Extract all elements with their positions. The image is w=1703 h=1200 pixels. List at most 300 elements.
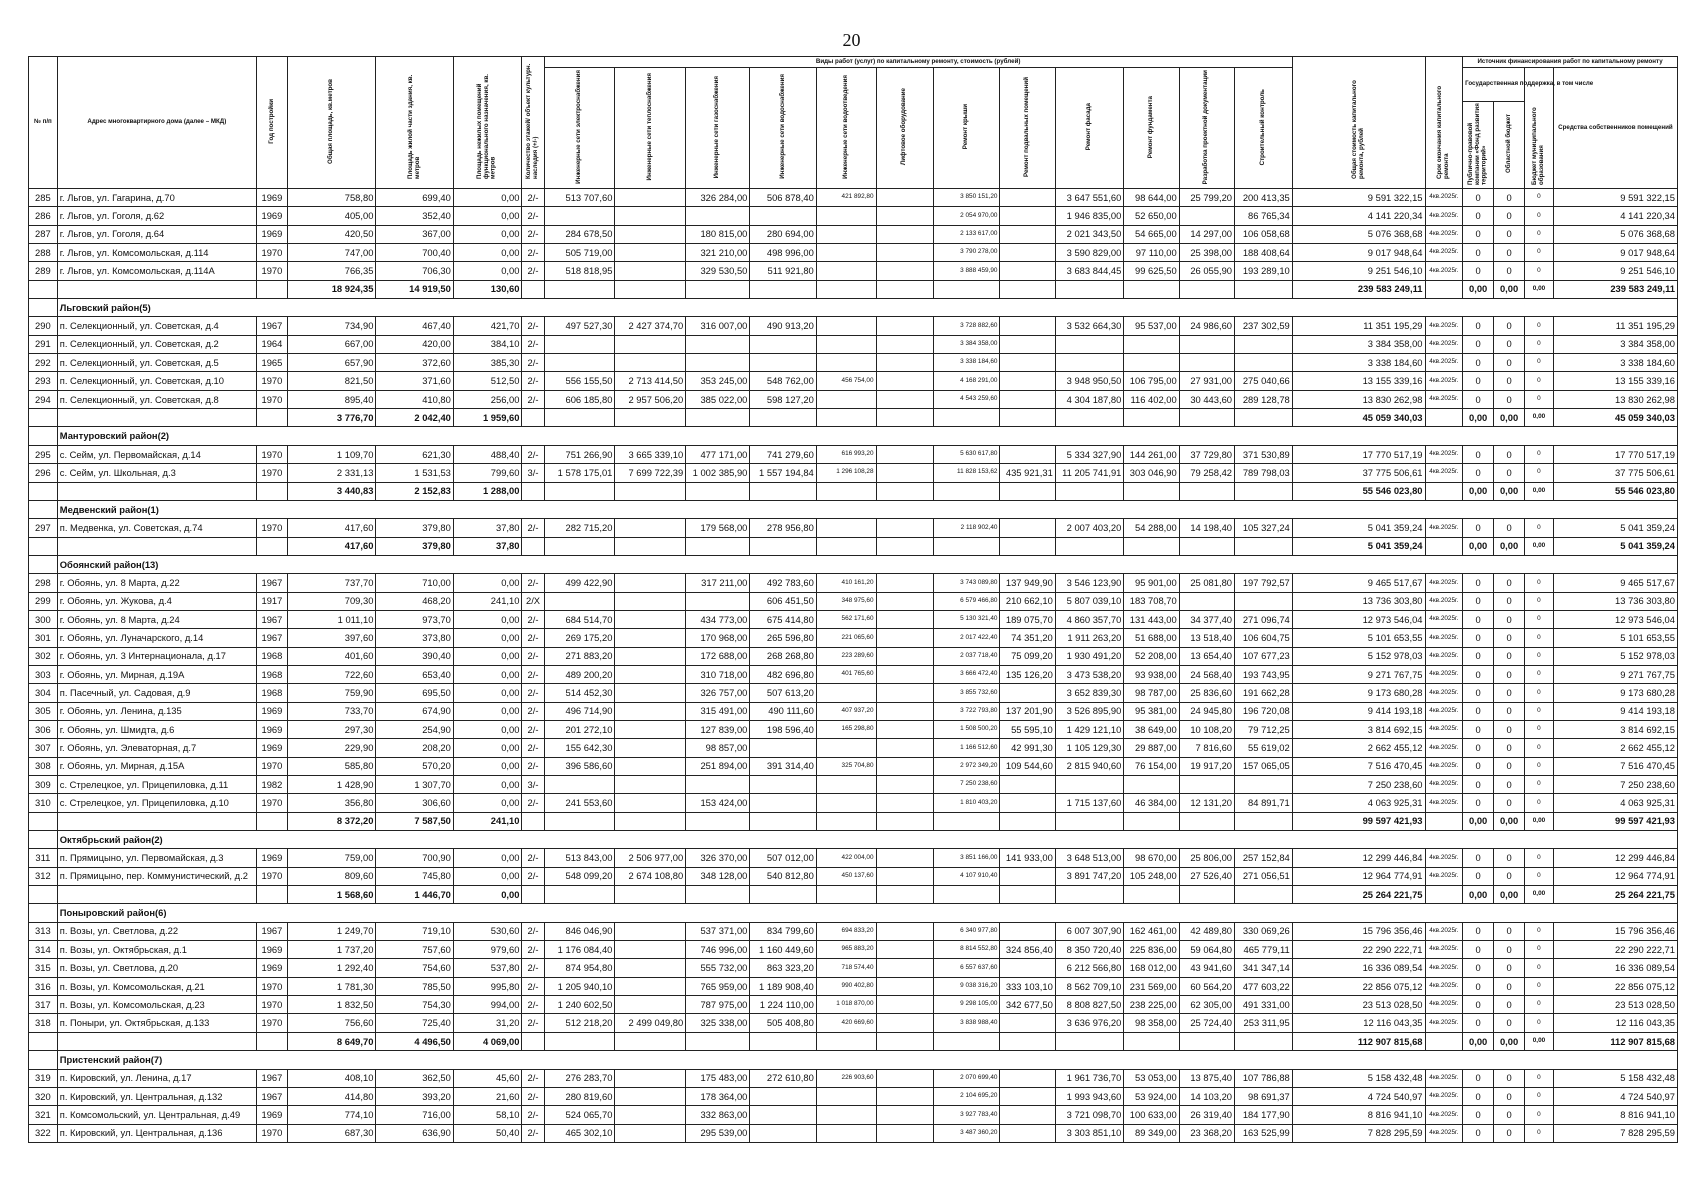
table-cell: 1969 — [256, 1106, 287, 1124]
table-cell: 2/- — [522, 244, 544, 262]
table-cell: 17 770 517,19 — [1553, 445, 1677, 463]
table-cell: 0 — [1494, 794, 1525, 812]
table-cell: 0,00 — [1494, 886, 1525, 904]
district-heading-row — [29, 500, 1678, 518]
table-cell — [1425, 537, 1463, 555]
table-cell: 86 765,34 — [1235, 207, 1293, 225]
table-cell: 2/- — [522, 1106, 544, 1124]
table-cell: 0,00 — [1494, 1032, 1525, 1050]
table-cell: 12 973 546,04 — [1292, 610, 1425, 628]
table-cell: 4кв.2025г. — [1425, 390, 1463, 408]
table-cell: 316 007,00 — [686, 317, 750, 335]
table-cell: 653,40 — [376, 665, 453, 683]
table-cell: 319 — [29, 1069, 58, 1087]
table-cell: 0 — [1525, 335, 1554, 353]
table-cell: 11 828 153,62 — [934, 464, 1000, 482]
table-cell: 280 819,60 — [544, 1087, 615, 1105]
table-cell — [1055, 280, 1124, 298]
table-cell: 1 993 943,60 — [1055, 1087, 1124, 1105]
table-cell: 24 568,40 — [1179, 665, 1234, 683]
table-cell: 116 402,00 — [1124, 390, 1179, 408]
table-cell: 3 888 459,90 — [934, 262, 1000, 280]
table-cell — [876, 372, 934, 390]
table-cell: 4кв.2025г. — [1425, 244, 1463, 262]
table-cell: 321 210,00 — [686, 244, 750, 262]
table-cell — [686, 812, 750, 830]
table-cell: 27 526,40 — [1179, 867, 1234, 885]
table-cell: 4кв.2025г. — [1425, 757, 1463, 775]
table-cell — [544, 776, 615, 794]
table-cell: 12 964 774,91 — [1553, 867, 1677, 885]
table-cell: 0,00 — [1463, 1032, 1494, 1050]
table-cell: 0 — [1525, 519, 1554, 537]
table-cell: 223 289,60 — [816, 647, 876, 665]
table-cell: 106 795,00 — [1124, 372, 1179, 390]
table-cell: 15 796 356,46 — [1553, 922, 1677, 940]
table-cell: 0 — [1525, 794, 1554, 812]
table-cell: 393,20 — [376, 1087, 453, 1105]
table-cell: 0 — [1525, 445, 1554, 463]
table-cell — [1000, 794, 1055, 812]
table-cell: 1 946 835,00 — [1055, 207, 1124, 225]
table-cell — [750, 1032, 816, 1050]
table-cell: 616 993,20 — [816, 445, 876, 463]
table-cell: 506 878,40 — [750, 189, 816, 207]
table-cell: 0 — [1525, 1014, 1554, 1032]
table-cell: 10 108,20 — [1179, 720, 1234, 738]
table-cell: 6 340 977,80 — [934, 922, 1000, 940]
table-cell: 745,80 — [376, 867, 453, 885]
table-cell: 135 126,20 — [1000, 665, 1055, 683]
table-cell: 0 — [1525, 739, 1554, 757]
table-cell: 0,00 — [1463, 537, 1494, 555]
district-heading-row — [29, 555, 1678, 573]
table-cell: 291 — [29, 335, 58, 353]
table-cell: 0 — [1463, 262, 1494, 280]
table-cell: 2 972 349,20 — [934, 757, 1000, 775]
table-cell: 4кв.2025г. — [1425, 207, 1463, 225]
table-cell: 0 — [1525, 317, 1554, 335]
table-cell: 6 007 307,90 — [1055, 922, 1124, 940]
table-cell: 1 911 263,20 — [1055, 629, 1124, 647]
table-cell: 241,10 — [453, 812, 522, 830]
table-cell — [876, 1106, 934, 1124]
table-cell: 2 506 977,00 — [615, 849, 686, 867]
table-cell: 0 — [1463, 757, 1494, 775]
table-cell: Октябрьский район(2) — [57, 831, 1677, 849]
table-cell — [57, 886, 256, 904]
table-cell — [876, 354, 934, 372]
table-cell — [1000, 1032, 1055, 1050]
table-cell: 162 461,00 — [1124, 922, 1179, 940]
table-cell: 34 377,40 — [1179, 610, 1234, 628]
table-cell: 5 041 359,24 — [1553, 537, 1677, 555]
table-cell — [544, 280, 615, 298]
header-total-cost: Общая стоимость капитального ремонта, рублей — [1292, 57, 1425, 189]
table-cell: 499 422,90 — [544, 574, 615, 592]
table-cell: 1970 — [256, 445, 287, 463]
table-cell — [1000, 225, 1055, 243]
table-cell — [615, 1106, 686, 1124]
table-cell: 2 957 506,20 — [615, 390, 686, 408]
table-cell: 787 975,00 — [686, 996, 750, 1014]
table-cell: 9 465 517,67 — [1553, 574, 1677, 592]
table-cell: 0 — [1463, 665, 1494, 683]
table-cell: 2 152,83 — [376, 482, 453, 500]
table-cell: 42 991,30 — [1000, 739, 1055, 757]
table-cell — [1000, 684, 1055, 702]
table-cell — [1000, 1014, 1055, 1032]
table-cell — [544, 207, 615, 225]
table-cell — [686, 776, 750, 794]
table-cell: 25 398,00 — [1179, 244, 1234, 262]
table-cell: с. Стрелецкое, ул. Прицепиловка, д.10 — [57, 794, 256, 812]
table-cell: 3 440,83 — [287, 482, 376, 500]
table-cell: г. Обоянь, ул. Шмидта, д.6 — [57, 720, 256, 738]
table-cell: 13 830 262,98 — [1553, 390, 1677, 408]
table-cell: 9 271 767,75 — [1292, 665, 1425, 683]
table-cell — [615, 665, 686, 683]
header-owners: Средства собственников помещений — [1553, 68, 1677, 189]
table-cell: 405,00 — [287, 207, 376, 225]
table-cell — [522, 812, 544, 830]
table-cell: 1 176 084,40 — [544, 941, 615, 959]
table-cell: 0 — [1463, 445, 1494, 463]
table-cell: 4кв.2025г. — [1425, 629, 1463, 647]
table-cell: 353 245,00 — [686, 372, 750, 390]
table-cell: 379,80 — [376, 537, 453, 555]
table-row — [29, 1069, 1678, 1087]
table-cell: 1969 — [256, 959, 287, 977]
table-cell: 0 — [1494, 354, 1525, 372]
table-cell: 293 — [29, 372, 58, 390]
table-cell: 289 — [29, 262, 58, 280]
table-cell — [750, 409, 816, 427]
district-total-row — [29, 537, 1678, 555]
table-cell — [934, 537, 1000, 555]
table-cell: 352,40 — [376, 207, 453, 225]
table-cell — [1235, 335, 1293, 353]
table-cell — [1179, 776, 1234, 794]
table-cell: 2/- — [522, 977, 544, 995]
table-cell: 183 708,70 — [1124, 592, 1179, 610]
table-cell: 0 — [1463, 335, 1494, 353]
table-cell — [816, 1032, 876, 1050]
table-cell: 112 907 815,68 — [1553, 1032, 1677, 1050]
table-row — [29, 922, 1678, 940]
table-cell: 2/- — [522, 372, 544, 390]
table-cell: 302 — [29, 647, 58, 665]
table-cell: 0 — [1463, 996, 1494, 1014]
table-cell: п. Медвенка, ул. Советская, д.74 — [57, 519, 256, 537]
table-cell: 30 443,60 — [1179, 390, 1234, 408]
table-cell: 316 — [29, 977, 58, 995]
table-cell: 1 160 449,60 — [750, 941, 816, 959]
table-cell: 157 065,05 — [1235, 757, 1293, 775]
table-cell: 299 — [29, 592, 58, 610]
table-cell: 2/- — [522, 720, 544, 738]
table-cell: 0,00 — [453, 794, 522, 812]
table-cell: 695,50 — [376, 684, 453, 702]
table-cell — [544, 409, 615, 427]
table-cell: 675 414,80 — [750, 610, 816, 628]
table-cell: 0 — [1525, 262, 1554, 280]
table-cell: 895,40 — [287, 390, 376, 408]
table-cell: 4кв.2025г. — [1425, 574, 1463, 592]
table-cell: 1970 — [256, 372, 287, 390]
table-cell: 3 303 851,10 — [1055, 1124, 1124, 1142]
table-cell: 314 — [29, 941, 58, 959]
table-cell: 325 704,80 — [816, 757, 876, 775]
table-cell — [876, 262, 934, 280]
table-cell — [876, 445, 934, 463]
table-cell: 410 161,20 — [816, 574, 876, 592]
table-cell: 131 443,00 — [1124, 610, 1179, 628]
table-cell: 751 266,90 — [544, 445, 615, 463]
table-cell: 741 279,60 — [750, 445, 816, 463]
table-cell: 0 — [1525, 1124, 1554, 1142]
table-cell: 193 289,10 — [1235, 262, 1293, 280]
table-cell — [1000, 1069, 1055, 1087]
table-row — [29, 977, 1678, 995]
table-cell: 12 116 043,35 — [1553, 1014, 1677, 1032]
table-cell: 13 736 303,80 — [1553, 592, 1677, 610]
table-cell: 9 173 680,28 — [1292, 684, 1425, 702]
table-cell: 98 358,00 — [1124, 1014, 1179, 1032]
table-cell — [816, 1106, 876, 1124]
table-cell: 9 251 546,10 — [1292, 262, 1425, 280]
table-cell: 0 — [1525, 647, 1554, 665]
table-cell: 1 292,40 — [287, 959, 376, 977]
table-cell: 5 152 978,03 — [1292, 647, 1425, 665]
table-cell: 799,60 — [453, 464, 522, 482]
table-row — [29, 207, 1678, 225]
table-cell: 76 154,00 — [1124, 757, 1179, 775]
table-cell: п. Кировский, ул. Центральная, д.132 — [57, 1087, 256, 1105]
table-row — [29, 739, 1678, 757]
table-cell: 3 338 184,60 — [934, 354, 1000, 372]
table-cell: 1982 — [256, 776, 287, 794]
table-cell: 297 — [29, 519, 58, 537]
table-cell: 188 408,64 — [1235, 244, 1293, 262]
table-cell: 16 336 089,54 — [1292, 959, 1425, 977]
table-cell: 3 665 339,10 — [615, 445, 686, 463]
table-cell: 1970 — [256, 996, 287, 1014]
table-cell: 289 128,78 — [1235, 390, 1293, 408]
table-cell: 0 — [1525, 225, 1554, 243]
table-cell: 0 — [1494, 244, 1525, 262]
table-cell: 257 152,84 — [1235, 849, 1293, 867]
table-cell: 0,00 — [453, 776, 522, 794]
table-cell: 4 141 220,34 — [1553, 207, 1677, 225]
table-cell — [1425, 886, 1463, 904]
table-cell: 385 022,00 — [686, 390, 750, 408]
table-cell: Льговский район(5) — [57, 299, 1677, 317]
table-cell: 1970 — [256, 262, 287, 280]
table-cell: 0 — [1463, 354, 1494, 372]
table-cell: 7 587,50 — [376, 812, 453, 830]
table-cell — [876, 482, 934, 500]
table-cell: 9 591 322,15 — [1292, 189, 1425, 207]
table-cell — [816, 317, 876, 335]
table-cell: 2 674 108,80 — [615, 867, 686, 885]
table-cell: 179 568,00 — [686, 519, 750, 537]
table-cell: 0 — [1463, 610, 1494, 628]
table-cell — [522, 280, 544, 298]
table-cell: 555 732,00 — [686, 959, 750, 977]
table-cell — [522, 482, 544, 500]
table-cell: 0,00 — [453, 684, 522, 702]
table-cell: 0,00 — [453, 702, 522, 720]
table-cell: 2/- — [522, 445, 544, 463]
table-cell: 14 198,40 — [1179, 519, 1234, 537]
table-cell — [256, 1032, 287, 1050]
table-cell: 8 814 552,80 — [934, 941, 1000, 959]
table-cell — [615, 941, 686, 959]
table-cell — [1179, 280, 1234, 298]
table-cell: 0 — [1525, 1106, 1554, 1124]
table-cell: 990 402,80 — [816, 977, 876, 995]
table-cell: 467,40 — [376, 317, 453, 335]
table-cell: 3 683 844,45 — [1055, 262, 1124, 280]
table-cell: г. Обоянь, ул. 3 Интернационала, д.17 — [57, 647, 256, 665]
table-cell: 0 — [1494, 702, 1525, 720]
table-cell: 25 806,00 — [1179, 849, 1234, 867]
table-cell — [1235, 776, 1293, 794]
table-cell — [876, 629, 934, 647]
table-cell: 420,50 — [287, 225, 376, 243]
table-cell: 98 691,37 — [1235, 1087, 1293, 1105]
table-cell: 23 513 028,50 — [1292, 996, 1425, 1014]
table-cell: 1970 — [256, 519, 287, 537]
table-cell: 3 790 278,00 — [934, 244, 1000, 262]
table-cell — [1235, 280, 1293, 298]
table-cell: 313 — [29, 922, 58, 940]
table-cell: 79 258,42 — [1179, 464, 1234, 482]
table-cell: 271 056,51 — [1235, 867, 1293, 885]
table-cell: 356,80 — [287, 794, 376, 812]
table-cell: 53 924,00 — [1124, 1087, 1179, 1105]
table-cell: 3 648 513,00 — [1055, 849, 1124, 867]
table-cell: 0,00 — [1525, 482, 1554, 500]
table-cell: 4кв.2025г. — [1425, 189, 1463, 207]
table-cell: 284 678,50 — [544, 225, 615, 243]
table-cell: 2/- — [522, 335, 544, 353]
table-cell — [816, 280, 876, 298]
table-cell: 2 499 049,80 — [615, 1014, 686, 1032]
district-total-row — [29, 280, 1678, 298]
table-cell: 294 — [29, 390, 58, 408]
table-cell: 0 — [1463, 702, 1494, 720]
table-cell: 0,00 — [1494, 280, 1525, 298]
table-cell: 3 776,70 — [287, 409, 376, 427]
table-cell: 9 251 546,10 — [1553, 262, 1677, 280]
header-sewer: Инженерные сети водоотведения — [816, 68, 876, 189]
table-cell: 8 562 709,10 — [1055, 977, 1124, 995]
table-cell: 37 729,80 — [1179, 445, 1234, 463]
table-cell: 1970 — [256, 794, 287, 812]
table-cell — [876, 610, 934, 628]
table-cell: 3 927 783,40 — [934, 1106, 1000, 1124]
table-cell: 1967 — [256, 1069, 287, 1087]
table-cell — [29, 831, 58, 849]
table-cell: 272 610,80 — [750, 1069, 816, 1087]
table-cell — [29, 299, 58, 317]
table-cell — [876, 335, 934, 353]
table-cell: 25 799,20 — [1179, 189, 1234, 207]
table-cell: 325 338,00 — [686, 1014, 750, 1032]
table-cell — [256, 812, 287, 830]
table-cell: 995,80 — [453, 977, 522, 995]
table-cell: 765 959,00 — [686, 977, 750, 995]
table-cell: 13 155 339,16 — [1292, 372, 1425, 390]
table-cell: 60 564,20 — [1179, 977, 1234, 995]
table-cell — [1000, 390, 1055, 408]
table-cell — [1124, 776, 1179, 794]
table-cell: 477 603,22 — [1235, 977, 1293, 995]
table-cell: 4кв.2025г. — [1425, 776, 1463, 794]
table-cell: 548 099,20 — [544, 867, 615, 885]
table-cell: 24 945,80 — [1179, 702, 1234, 720]
table-cell: 3 666 472,40 — [934, 665, 1000, 683]
district-heading-row — [29, 1051, 1678, 1069]
table-row — [29, 794, 1678, 812]
table-cell — [686, 886, 750, 904]
table-cell — [876, 720, 934, 738]
table-cell: 333 103,10 — [1000, 977, 1055, 995]
table-cell — [615, 262, 686, 280]
table-cell: 84 891,71 — [1235, 794, 1293, 812]
table-cell: 288 — [29, 244, 58, 262]
header-living-area: Площадь жилой части здания, кв. метров — [376, 57, 453, 189]
table-cell: 0 — [1463, 519, 1494, 537]
table-cell: 548 762,00 — [750, 372, 816, 390]
table-cell: 165 298,80 — [816, 720, 876, 738]
table-cell — [876, 977, 934, 995]
table-row — [29, 262, 1678, 280]
table-cell: 694 833,20 — [816, 922, 876, 940]
table-cell: 754,60 — [376, 959, 453, 977]
table-cell — [876, 1124, 934, 1142]
table-cell: 326 370,00 — [686, 849, 750, 867]
table-cell: 0 — [1463, 959, 1494, 977]
table-cell: 52 650,00 — [1124, 207, 1179, 225]
table-cell: 973,70 — [376, 610, 453, 628]
header-basement: Ремонт подвальных помещений — [1000, 68, 1055, 189]
table-cell — [750, 794, 816, 812]
table-cell: 0 — [1525, 849, 1554, 867]
district-heading-row — [29, 904, 1678, 922]
table-cell: 11 351 195,29 — [1553, 317, 1677, 335]
table-cell: 1969 — [256, 207, 287, 225]
table-cell: 414,80 — [287, 1087, 376, 1105]
table-cell: 2/- — [522, 317, 544, 335]
table-cell: 21,60 — [453, 1087, 522, 1105]
table-cell: 130,60 — [453, 280, 522, 298]
table-cell: 0 — [1463, 739, 1494, 757]
table-cell: 13 830 262,98 — [1292, 390, 1425, 408]
table-cell: 2/- — [522, 207, 544, 225]
table-cell: 55 595,10 — [1000, 720, 1055, 738]
table-cell: 137 949,90 — [1000, 574, 1055, 592]
table-cell — [29, 812, 58, 830]
table-cell: 488,40 — [453, 445, 522, 463]
table-cell — [256, 409, 287, 427]
table-cell: 4кв.2025г. — [1425, 996, 1463, 1014]
table-cell: 785,50 — [376, 977, 453, 995]
table-cell — [876, 574, 934, 592]
table-cell: 1967 — [256, 922, 287, 940]
